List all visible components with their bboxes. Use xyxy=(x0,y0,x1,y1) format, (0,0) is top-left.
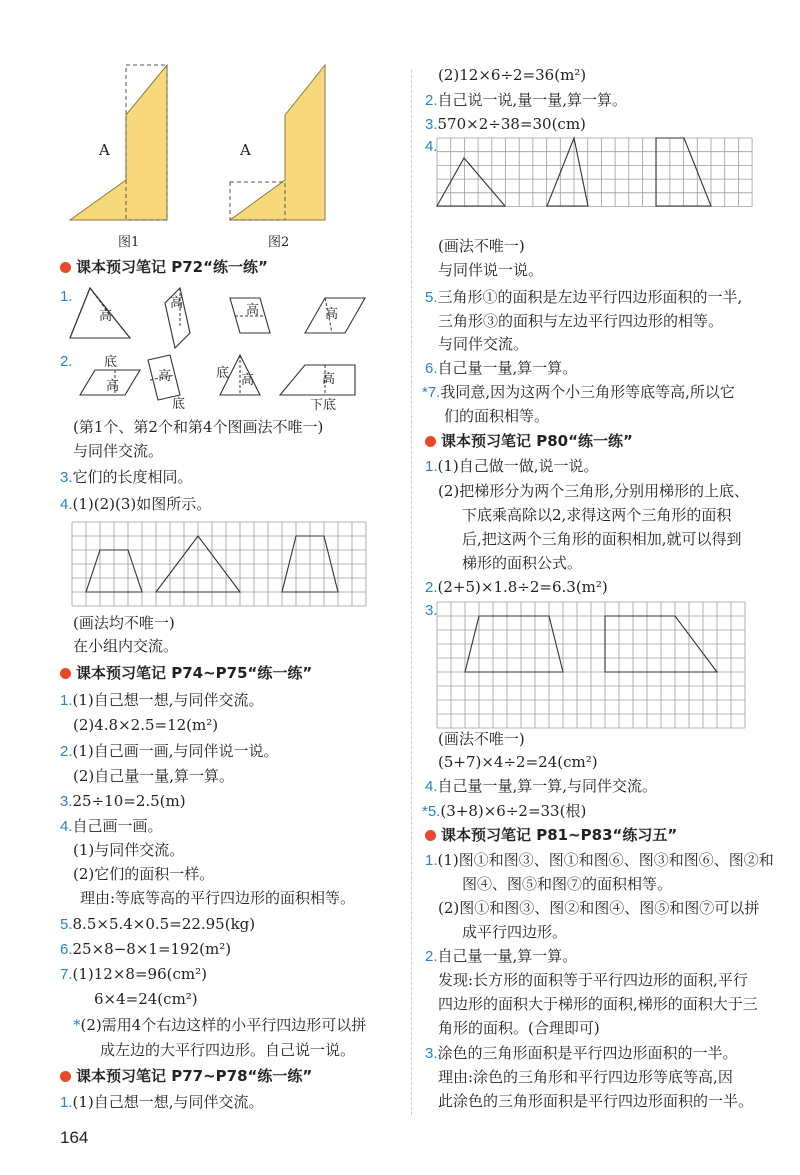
p80-q2-number: 2. xyxy=(425,579,438,596)
p81-q2-number: 2. xyxy=(425,948,438,965)
rc-q4-note: (画法不唯一) xyxy=(438,237,525,255)
p74-q2-b: (2)自己量一量,算一算。 xyxy=(73,767,235,785)
rc-q2-text: 自己说一说,量一量,算一算。 xyxy=(437,91,628,109)
p74-q7-c1: (2)需用4个右边这样的小平行四边形可以拼 xyxy=(80,1016,367,1034)
p77-q1-number: 1. xyxy=(60,1094,73,1111)
q1-label-3: 高 xyxy=(246,303,260,318)
q1-number: 1. xyxy=(60,288,73,305)
bullet-icon xyxy=(60,1071,71,1082)
p74-q3-number: 3. xyxy=(60,793,73,810)
p74-q2-number: 2. xyxy=(60,743,73,760)
q2-note: (第1个、第2个和第4个图画法不唯一) xyxy=(73,418,324,436)
grid-q4 xyxy=(72,522,368,607)
rc-q4-exchange: 与同伴说一说。 xyxy=(438,261,544,279)
q2-label-base-2: 底 xyxy=(172,397,186,412)
q3-text: 它们的长度相同。 xyxy=(72,468,193,486)
p80-q3-number: 3. xyxy=(425,602,438,619)
rc-q5-l1: 三角形①的面积是左边平行四边形面积的一半, xyxy=(437,288,743,306)
p74-q5-number: 5. xyxy=(60,916,73,933)
p74-q6-number: 6. xyxy=(60,941,73,958)
p80-q1-b2: 下底乘高除以2,求得这两个三角形的面积 xyxy=(462,506,732,524)
p81-q1-b2: 成平行四边形。 xyxy=(462,923,568,941)
p74-q4-number: 4. xyxy=(60,818,73,835)
p81-q1-a1: (1)图①和图③、图①和图⑥、图③和图⑥、图②和 xyxy=(437,851,774,869)
p81-q1-a2: 图④、图⑤和图⑦的面积相等。 xyxy=(462,875,673,893)
p80-q1-a: (1)自己做一做,说一说。 xyxy=(437,457,599,475)
figure-1 xyxy=(60,60,220,230)
rc-q7-l2: 们的面积相等。 xyxy=(444,407,550,425)
p74-q4-a: (1)与同伴交流。 xyxy=(73,841,185,859)
p80-q1-b1: (2)把梯形分为两个三角形,分别用梯形的上底、 xyxy=(438,482,750,500)
figure-1-caption: 图1 xyxy=(118,235,140,250)
p80-q1-b3: 后,把这两个三角形的面积相加,就可以得到 xyxy=(462,530,742,548)
triangle-2-shape xyxy=(547,138,588,206)
p80-q2-text: (2+5)×1.8÷2=6.3(m²) xyxy=(437,578,608,596)
p81-q2-f2: 四边形的面积大于梯形的面积,梯形的面积大于三 xyxy=(438,995,758,1013)
p74-q7-a: (1)12×8=96(cm²) xyxy=(72,965,207,983)
p80-q4-number: 4. xyxy=(425,778,438,795)
p74-q1-number: 1. xyxy=(60,692,73,709)
p74-q4-b: (2)它们的面积一样。 xyxy=(73,865,215,883)
q2-label-base-1: 底 xyxy=(104,355,118,370)
p74-q1-a: (1)自己想一想,与同伴交流。 xyxy=(72,691,264,709)
p74-q7-number: 7. xyxy=(60,966,73,983)
section-header-p77: 课本预习笔记 P77~P78“练一练” xyxy=(60,1066,312,1086)
section-header-p74: 课本预习笔记 P74~P75“练一练” xyxy=(60,663,312,683)
rc-q5-number: 5. xyxy=(425,289,438,306)
p81-q1-number: 1. xyxy=(425,852,438,869)
q1-label-1: 高 xyxy=(99,309,113,324)
p74-q5-text: 8.5×5.4×0.5=22.95(kg) xyxy=(72,915,256,933)
q3-number: 3. xyxy=(60,469,73,486)
rc-q3-number: 3. xyxy=(425,116,438,133)
q4-number: 4. xyxy=(60,496,73,513)
rc-q7-number: *7. xyxy=(422,384,441,401)
q1-label-2: 高 xyxy=(170,296,184,311)
q4-text: (1)(2)(3)如图所示。 xyxy=(72,495,212,513)
section-header-p81: 课本预习笔记 P81~P83“练习五” xyxy=(425,825,677,845)
bullet-icon xyxy=(425,830,436,841)
q2-label-height-1: 高 xyxy=(106,379,120,394)
rc-q3-text: 570×2÷38=30(cm) xyxy=(437,115,586,133)
section-header-p72: 课本预习笔记 P72“练一练” xyxy=(60,257,268,277)
q2-label-height-2: 高 xyxy=(158,369,172,384)
p81-q3-l3: 此涂色的三角形面积是平行四边形面积的一半。 xyxy=(438,1092,754,1110)
q2-label-lower-base: 下底 xyxy=(310,398,337,413)
q2-label-base-3: 底 xyxy=(216,366,230,381)
grid-trapezoids xyxy=(437,602,745,724)
p81-q2-text: 自己量一量,算一算。 xyxy=(437,947,578,965)
rc-line-a: (2)12×6÷2=36(m²) xyxy=(438,66,587,84)
rc-q6-text: 自己量一量,算一算。 xyxy=(437,359,578,377)
p80-q3-calc: (5+7)×4÷2=24(cm²) xyxy=(438,753,598,771)
figure-2-label: A xyxy=(240,141,251,159)
q2-label-height-3: 高 xyxy=(241,373,255,388)
figure-1-label: A xyxy=(99,141,110,159)
bullet-icon xyxy=(425,436,436,447)
p80-q1-number: 1. xyxy=(425,458,438,475)
p77-q1-text: (1)自己想一想,与同伴交流。 xyxy=(72,1093,264,1111)
q1-label-4: 高 xyxy=(325,307,339,322)
p74-q2-a: (1)自己画一画,与同伴说一说。 xyxy=(72,742,279,760)
p80-q5-number: *5. xyxy=(422,803,441,820)
rc-q5-l2: 三角形③的面积与左边平行四边形的相等。 xyxy=(438,312,724,330)
p74-q7-c2: 成左边的大平行四边形。自己说一说。 xyxy=(100,1041,356,1059)
grid-triangles xyxy=(437,138,753,206)
p74-q3-text: 25÷10=2.5(m) xyxy=(72,792,186,810)
p81-q2-f3: 角形的面积。(合理即可) xyxy=(438,1019,600,1037)
p74-q7-b: 6×4=24(cm²) xyxy=(94,990,198,1008)
figure-2-caption: 图2 xyxy=(268,235,290,250)
p74-q4-reason: 理由:等底等高的平行四边形的面积相等。 xyxy=(80,889,356,907)
section-header-p80: 课本预习笔记 P80“练一练” xyxy=(425,431,633,451)
rc-q2-number: 2. xyxy=(425,92,438,109)
p81-q3-l2: 理由:涂色的三角形和平行四边形等底等高,因 xyxy=(438,1068,733,1086)
rc-q4-number: 4. xyxy=(425,138,438,155)
p80-q4-text: 自己量一量,算一算,与同伴交流。 xyxy=(437,777,658,795)
q2-label-height-4: 高 xyxy=(322,372,336,387)
p80-q3-note: (画法不唯一) xyxy=(438,730,525,748)
rc-q5-l3: 与同伴交流。 xyxy=(438,335,529,353)
p81-q3-number: 3. xyxy=(425,1045,438,1062)
rc-q7-l1: 我同意,因为这两个小三角形等底等高,所以它 xyxy=(440,383,735,401)
p74-q1-b: (2)4.8×2.5=12(m²) xyxy=(73,716,219,734)
p80-q1-b4: 梯形的面积公式。 xyxy=(462,554,583,572)
bullet-icon xyxy=(60,262,71,273)
column-divider xyxy=(411,70,412,1115)
q2-exchange: 与同伴交流。 xyxy=(73,442,164,460)
p80-q5-text: (3+8)×6÷2=33(根) xyxy=(440,802,587,820)
p74-q4-text: 自己画一画。 xyxy=(72,817,163,835)
p74-q6-text: 25×8−8×1=192(m²) xyxy=(72,940,232,958)
p81-q2-f1: 发现:长方形的面积等于平行四边形的面积,平行 xyxy=(438,971,748,989)
rc-q6-number: 6. xyxy=(425,360,438,377)
p74-q7-star: * xyxy=(73,1016,81,1034)
q4-group: 在小组内交流。 xyxy=(73,637,179,655)
page-number: 164 xyxy=(60,1128,89,1147)
q4-note: (画法均不唯一) xyxy=(73,614,175,632)
p81-q3-l1: 涂色的三角形面积是平行四边形面积的一半。 xyxy=(437,1044,738,1062)
q2-number: 2. xyxy=(60,353,73,370)
p81-q1-b1: (2)图①和图③、图②和图④、图⑤和图⑦可以拼 xyxy=(438,899,760,917)
bullet-icon xyxy=(60,668,71,679)
